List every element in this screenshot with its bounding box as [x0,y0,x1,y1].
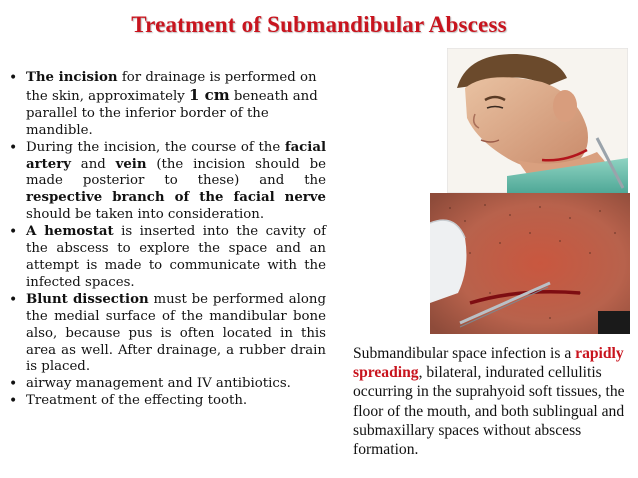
bullet-text: for drainage is performed on the skin, approximately [26,70,317,104]
clinical-photo [430,193,630,334]
bullet-text: is inserted into the cavity of the abscess to explore the space and an attempt is made to communicate with the infected spaces. [26,224,327,290]
bullet-bold: The incision [26,70,118,85]
caption-text [353,344,631,459]
bullet-facial-course [8,140,326,225]
bullet-text: must be performed along the medial surface of the mandibular bone also, because pus is often located in this area as well. After drainage, a rubber drain is placed. [26,291,326,375]
bullet-bold: vein [115,156,147,172]
caption-highlight: rapidly spreading [353,345,624,382]
patient-illustration [447,48,628,193]
bullet-bold: A hemostat [26,224,114,240]
bullet-text: During the incision, the course of the [26,139,285,155]
bullet-bold: respective branch of the facial nerve [26,190,326,206]
bullet-airway [8,376,326,393]
bullet-incision [8,70,326,140]
bullet-bold: 1 cm [188,85,230,104]
bullet-tooth [8,393,326,410]
bullet-text: Treatment of the effecting tooth. [26,393,248,409]
bullet-text: should be taken into consideration. [26,207,265,223]
bullet-blunt-dissection [8,292,326,377]
bullet-hemostat [8,224,326,292]
slide-title: Treatment of Submandibular Abscess [131,12,507,37]
caption-part: , bilateral, indurated cellulitis occurring in the suprahyoid soft tissues, the floor of the mouth, and both sublingual and submaxillary spaces without abscess formation. [353,364,625,459]
bullet-text: airway management and IV antibiotics. [26,376,291,392]
bullet-bold: Blunt dissection [26,291,149,307]
bullet-text: (the incision should be made posterior to these) and the [26,156,326,189]
bullet-bold: facial artery [26,139,326,172]
bullet-text: and [70,156,116,172]
bullet-text: beneath and parallel to the inferior border of the mandible. [26,88,318,138]
bullet-list [8,70,326,410]
caption-part: Submandibular space infection is a [353,345,576,362]
